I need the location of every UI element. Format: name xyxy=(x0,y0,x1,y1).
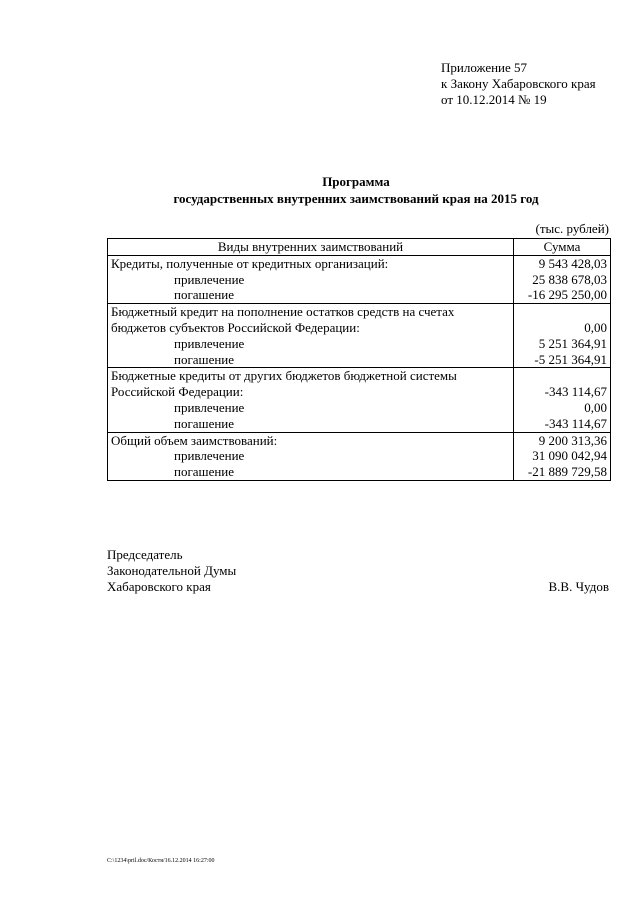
table-row xyxy=(108,464,611,480)
row-label: привлечение xyxy=(108,448,514,464)
row-value: 0,00 xyxy=(514,320,611,336)
row-value: 25 838 678,03 xyxy=(514,272,611,288)
table-row-group-total xyxy=(108,384,611,400)
row-label: Бюджетный кредит на пополнение остатков средств на счетах xyxy=(108,304,514,320)
file-path-footer: C:\1234\pril.doc/Костя/16.12.2014 16:27:00 xyxy=(107,858,215,864)
table-row xyxy=(108,272,611,288)
column-header-sum: Сумма xyxy=(514,239,611,256)
table-header-row xyxy=(108,239,611,256)
appendix-line: от 10.12.2014 № 19 xyxy=(441,92,547,107)
row-value: 9 200 313,36 xyxy=(514,432,611,448)
row-value: -343 114,67 xyxy=(514,416,611,432)
title-line: государственных внутренних заимствований края на 2015 год xyxy=(173,191,539,206)
title-line: Программа xyxy=(322,174,390,189)
row-label: погашение xyxy=(108,464,514,480)
signature-block xyxy=(107,547,236,595)
table-row-group-total xyxy=(108,255,611,271)
table-row-group-total xyxy=(108,432,611,448)
row-label: Бюджетные кредиты от других бюджетов бюджетной системы xyxy=(108,368,514,384)
row-value: -16 295 250,00 xyxy=(514,287,611,303)
row-value: -343 114,67 xyxy=(514,384,611,400)
row-value: 31 090 042,94 xyxy=(514,448,611,464)
signature-line: Законодательной Думы xyxy=(107,563,237,578)
row-label: погашение xyxy=(108,416,514,432)
row-value: -5 251 364,91 xyxy=(514,352,611,368)
appendix-line: Приложение 57 xyxy=(441,60,528,75)
row-label: привлечение xyxy=(108,336,514,352)
table-row xyxy=(108,352,611,368)
table-row-group-total xyxy=(108,320,611,336)
appendix-note xyxy=(441,60,596,108)
signature-line: Хабаровского края xyxy=(107,579,211,594)
row-value: -21 889 729,58 xyxy=(514,464,611,480)
appendix-line: к Закону Хабаровского края xyxy=(441,76,596,91)
row-label: Российской Федерации: xyxy=(108,384,514,400)
row-label: привлечение xyxy=(108,272,514,288)
table-row xyxy=(108,287,611,303)
column-header-type: Виды внутренних заимствований xyxy=(108,239,514,256)
row-label: Кредиты, полученные от кредитных организаций: xyxy=(108,255,514,271)
table-row xyxy=(108,400,611,416)
table-row xyxy=(108,448,611,464)
table-row-group-heading xyxy=(108,304,611,320)
row-value: 0,00 xyxy=(514,400,611,416)
document-title xyxy=(0,173,640,207)
borrowings-table xyxy=(107,238,611,481)
units-label: (тыс. рублей) xyxy=(535,221,609,236)
table-row xyxy=(108,416,611,432)
row-label: бюджетов субъектов Российской Федерации: xyxy=(108,320,514,336)
row-label: Общий объем заимствований: xyxy=(108,432,514,448)
signature-line: Председатель xyxy=(107,547,183,562)
table-row xyxy=(108,336,611,352)
row-label: погашение xyxy=(108,352,514,368)
row-value: 5 251 364,91 xyxy=(514,336,611,352)
signer-name: В.В. Чудов xyxy=(548,579,609,594)
table-row-group-heading xyxy=(108,368,611,384)
row-label: привлечение xyxy=(108,400,514,416)
row-value: 9 543 428,03 xyxy=(514,255,611,271)
row-label: погашение xyxy=(108,287,514,303)
